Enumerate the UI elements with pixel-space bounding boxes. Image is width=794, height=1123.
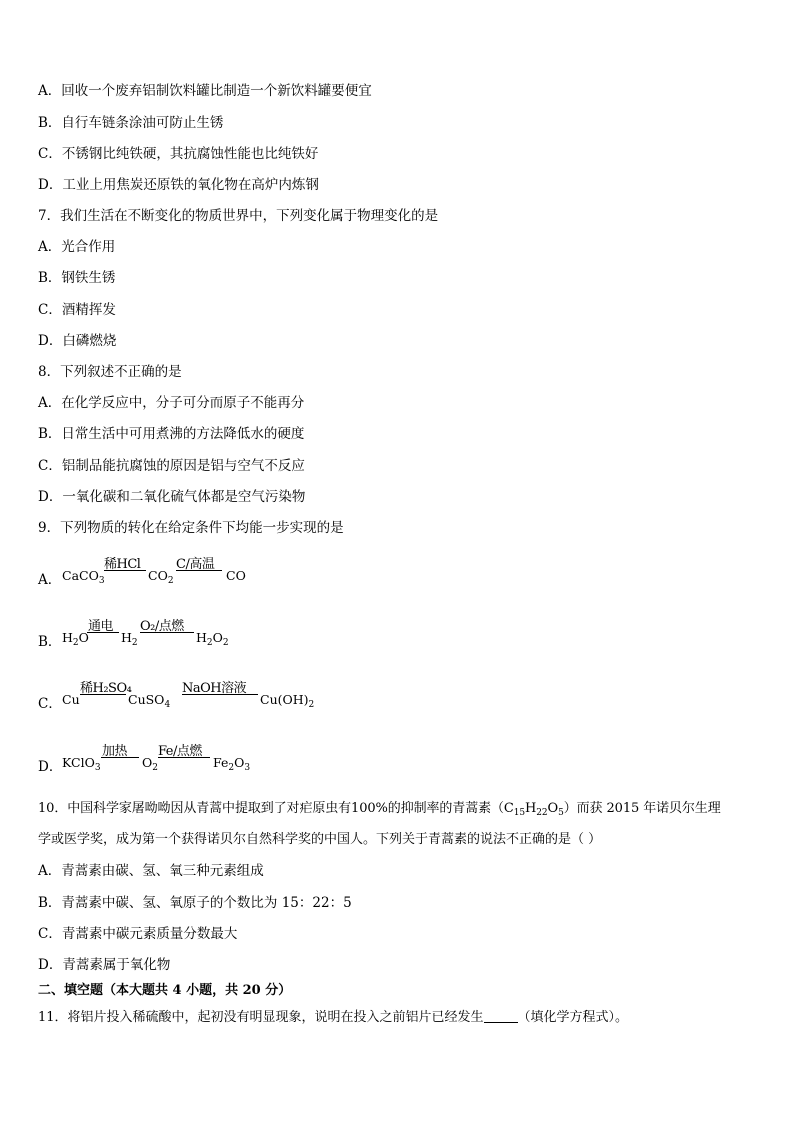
q7-option-a: A．光合作用 (38, 239, 116, 255)
q9-b-condition-2: O₂/点燃 (140, 619, 184, 634)
q9-d-condition-2: Fe/点燃 (158, 744, 202, 759)
q9-d-product: $Fe_2O_3$ (213, 755, 251, 773)
q9-a-label: A． (38, 572, 62, 588)
section-heading-fill-in: 二、填空题（本大题共 4 小题，共 20 分） (38, 983, 292, 998)
q9-a-product: CO (226, 568, 246, 583)
q9-c-intermediate: CuSO$_4$ (128, 692, 171, 710)
q9-d-arrow-2 (158, 757, 210, 758)
q9-c-arrow-2 (182, 694, 258, 695)
q8-option-c: C．铝制品能抗腐蚀的原因是铝与空气不反应 (38, 458, 305, 474)
q8-option-b: B．日常生活中可用煮沸的方法降低水的硬度 (38, 426, 305, 442)
q9-c-condition-2: NaOH溶液 (182, 681, 247, 696)
q8-option-d: D．一氧化碳和二氧化硫气体都是空气污染物 (38, 489, 306, 505)
q9-a-intermediate: $CO_2$ (148, 568, 174, 586)
q9-d-label: D． (38, 759, 63, 775)
q10-option-a: A．青蒿素由碳、氢、氧三种元素组成 (38, 863, 264, 879)
q9-d-intermediate: $O_2$ (142, 755, 158, 773)
q11-stem: 11．将铝片投入稀硫酸中，起初没有明显现象，说明在投入之前铝片已经发生 （填化学方程式）。 (38, 1010, 629, 1025)
q8-option-a: A．在化学反应中，分子可分而原子不能再分 (38, 395, 305, 411)
q9-a-arrow-1 (104, 570, 146, 571)
q7-option-c: C．酒精挥发 (38, 302, 116, 318)
q9-a-condition-2: C/高温 (176, 557, 215, 572)
q9-c-reactant: Cu (62, 692, 80, 707)
q10-option-b: B．青蒿素中碳、氢、氧原子的个数比为 15：22：5 (38, 895, 352, 911)
q9-d-reactant: KClO$_3$ (62, 755, 101, 773)
q7-option-d: D．白磷燃烧 (38, 333, 117, 349)
q10-stem-line1: 10．中国科学家屠呦呦因从青蒿中提取到了对疟原虫有100%的抑制率的青蒿素$(C_{15}H_{22}O_5)$而获 2015 年诺贝尔生理 (38, 801, 721, 818)
q9-b-product: $H_2O_2$ (196, 630, 229, 648)
q9-a-reactant: CaCO$_3$ (62, 568, 105, 586)
q9-b-reactant: $H_2O$ (62, 630, 89, 648)
q7-option-b: B．钢铁生锈 (38, 270, 116, 286)
q9-a-arrow-2 (176, 570, 222, 571)
q9-b-arrow-2 (140, 632, 194, 633)
q6-option-d: D．工业上用焦炭还原铁的氧化物在高炉内炼钢 (38, 177, 319, 193)
q7-stem: 7．我们生活在不断变化的物质世界中，下列变化属于物理变化的是 (38, 208, 439, 224)
q9-d-arrow-1 (101, 757, 139, 758)
q9-a-condition-1: 稀HCl (104, 557, 141, 572)
q10-option-d: D．青蒿素属于氧化物 (38, 957, 171, 973)
q10-option-c: C．青蒿素中碳元素质量分数最大 (38, 926, 238, 942)
q9-d-condition-1: 加热 (102, 744, 128, 759)
q9-b-label: B． (38, 634, 62, 650)
q9-c-label: C． (38, 696, 62, 712)
q6-option-c: C．不锈钢比纯铁硬，其抗腐蚀性能也比纯铁好 (38, 146, 319, 162)
q9-c-product: $Cu(OH)_2$ (260, 692, 315, 710)
q9-b-arrow-1 (87, 632, 119, 633)
q10-stem-line2: 学或医学奖，成为第一个获得诺贝尔自然科学奖的中国人。下列关于青蒿素的说法不正确的是（ ） (38, 832, 602, 847)
q9-b-condition-1: 通电 (88, 619, 114, 634)
q11-answer-blank[interactable] (484, 1010, 518, 1023)
q8-stem: 8．下列叙述不正确的是 (38, 364, 182, 380)
q6-option-a: A．回收一个废弃铝制饮料罐比制造一个新饮料罐要便宜 (38, 83, 372, 99)
q9-stem: 9．下列物质的转化在给定条件下均能一步实现的是 (38, 520, 344, 536)
q9-c-arrow-1 (80, 694, 126, 695)
q9-c-condition-1: 稀H₂SO₄ (80, 681, 132, 696)
q9-b-intermediate: $H_2$ (121, 630, 138, 648)
q6-option-b: B．自行车链条涂油可防止生锈 (38, 115, 224, 131)
